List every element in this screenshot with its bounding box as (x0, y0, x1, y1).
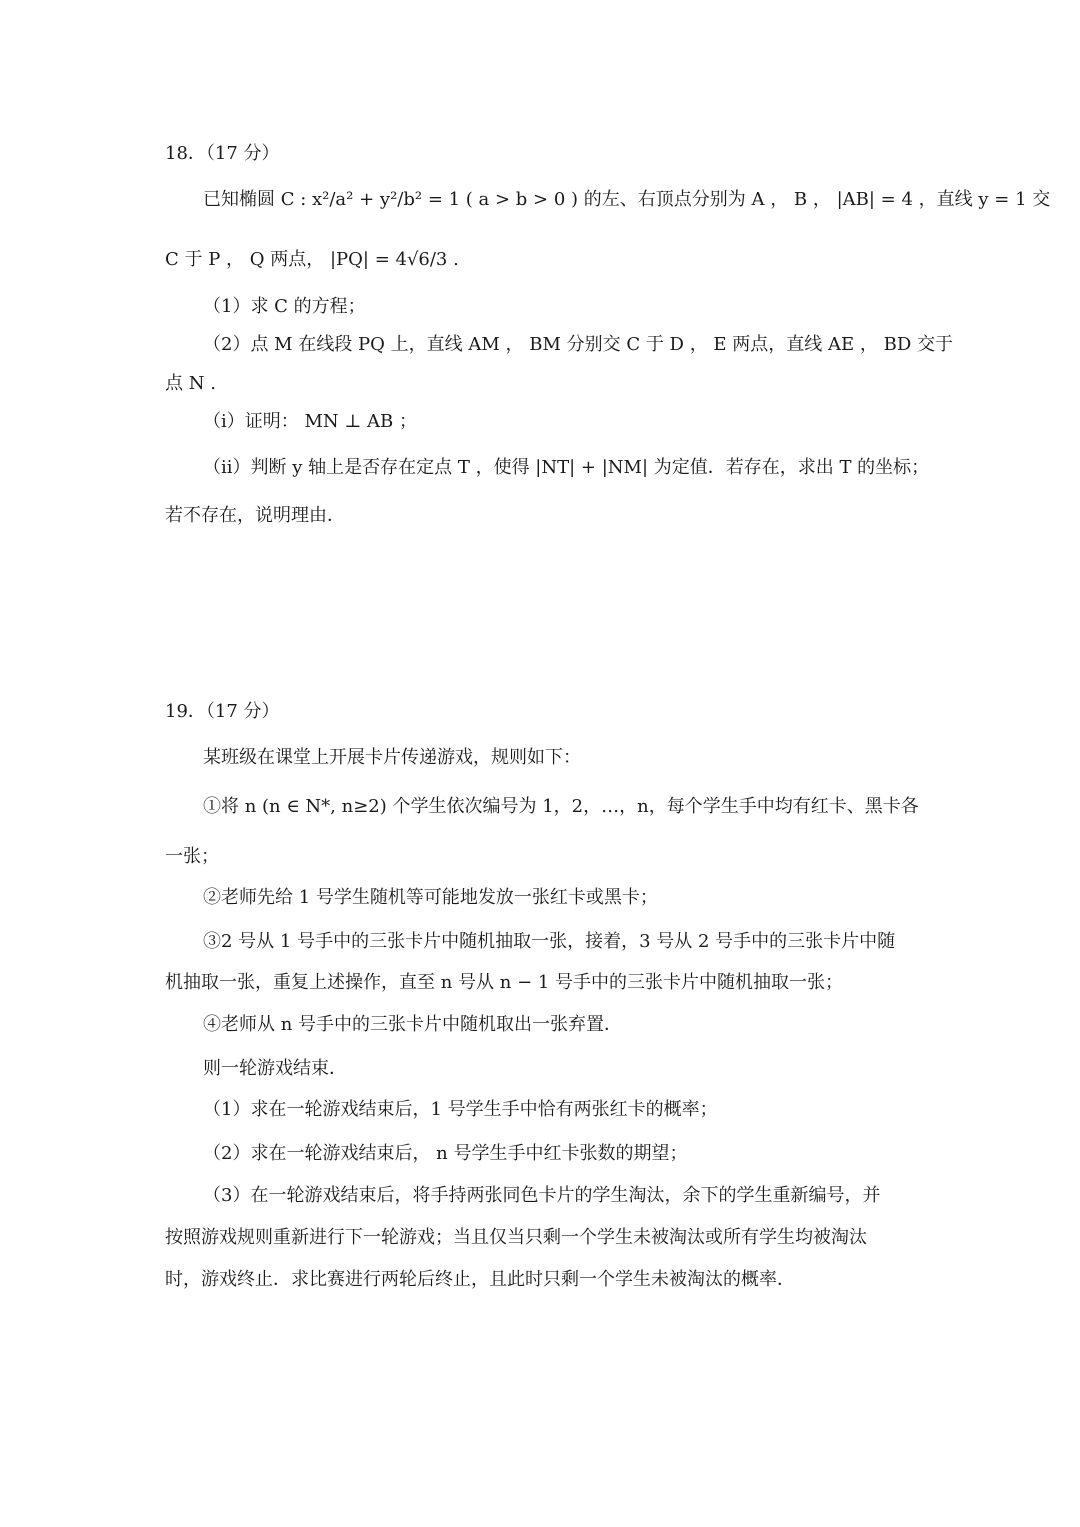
q18-stem-line2: C 于 P ， Q 两点， |PQ| = 4√6/3 . (165, 249, 459, 270)
q18-sub-ii-line2: 若不存在，说明理由． (165, 505, 345, 526)
q18-part2-line1: （2）点 M 在线段 PQ 上，直线 AM ， BM 分别交 C 于 D ， E 两点，直线 AE ， BD 交于 (203, 334, 953, 355)
q19-part3-line3: 时，游戏终止．求比赛进行两轮后终止，且此时只剩一个学生未被淘汰的概率． (165, 1269, 795, 1290)
q19-heading: 19．（17 分） (165, 701, 280, 722)
q19-rule3-line2: 机抽取一张，重复上述操作，直至 n 号从 n − 1 号手中的三张卡片中随机抽取一张； (165, 972, 844, 993)
q18-sub-i: （i）证明： MN ⊥ AB ； (203, 411, 417, 432)
q19-rule1-line2: 一张； (165, 846, 219, 867)
q19-rule4: ④老师从 n 号手中的三张卡片中随机取出一张弃置． (203, 1014, 623, 1035)
q18-heading: 18．（17 分） (165, 143, 280, 164)
q19-rule3-line1: ③2 号从 1 号手中的三张卡片中随机抽取一张，接着，3 号从 2 号手中的三张卡片中随 (203, 931, 896, 952)
q19-part3-line2: 按照游戏规则重新进行下一轮游戏；当且仅当只剩一个学生未被淘汰或所有学生均被淘汰 (165, 1227, 867, 1248)
q19-part1: （1）求在一轮游戏结束后，1 号学生手中恰有两张红卡的概率； (203, 1099, 718, 1120)
q19-rule1-line1: ①将 n (n ∈ N*, n≥2) 个学生依次编号为 1，2，…，n，每个学生手中均有红卡、黑卡各 (203, 796, 919, 817)
q19-rule2: ②老师先给 1 号学生随机等可能地发放一张红卡或黑卡； (203, 887, 658, 908)
q18-sub-ii-line1: （ii）判断 y 轴上是否存在定点 T ，使得 |NT| + |NM| 为定值．若存在，求出 T 的坐标； (203, 457, 930, 478)
q19-intro: 某班级在课堂上开展卡片传递游戏，规则如下： (203, 747, 581, 768)
q18-part2-line2: 点 N . (165, 373, 216, 394)
q18-part1: （1）求 C 的方程； (203, 296, 366, 317)
q19-part2: （2）求在一轮游戏结束后， n 号学生手中红卡张数的期望； (203, 1143, 688, 1164)
q19-part3-line1: （3）在一轮游戏结束后，将手持两张同色卡片的学生淘汰，余下的学生重新编号，并 (203, 1185, 881, 1206)
q19-end: 则一轮游戏结束． (203, 1058, 347, 1079)
q18-stem-line1: 已知椭圆 C : x²/a² + y²/b² = 1 ( a > b > 0 ) 的左、右顶点分别为 A ， B ， |AB| = 4 ，直线 y = 1 交 (203, 189, 1051, 210)
